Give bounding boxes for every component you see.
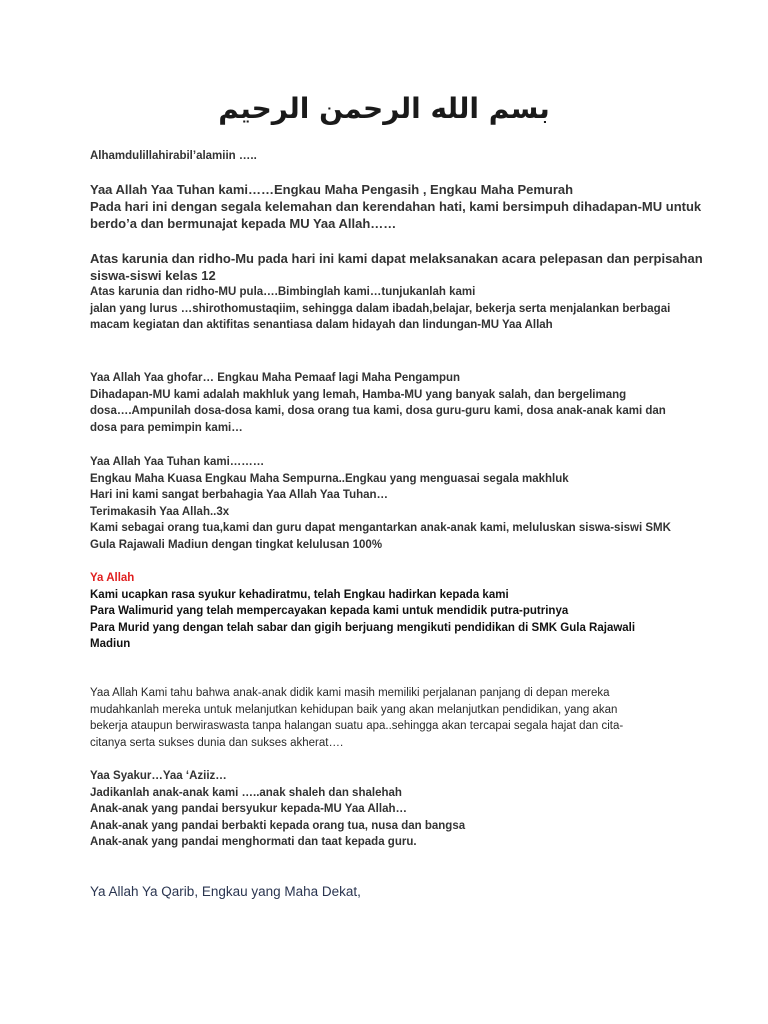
text-line: berdo’a dan bermunajat kepada MU Yaa Allah…… [90, 216, 397, 231]
text-line: mudahkanlah mereka untuk melanjutkan kehidupan baik yang akan melanjutkan pendidikan, yang akan [90, 703, 618, 716]
text-line: Jadikanlah anak-anak kami …..anak shaleh dan shalehah [90, 786, 402, 799]
text-line: dosa….Ampunilah dosa-dosa kami, dosa orang tua kami, dosa guru-guru kami, dosa anak-anak kami dan [90, 405, 666, 417]
text-line: Terimakasih Yaa Allah..3x [90, 505, 230, 518]
paragraph-students-future [90, 685, 690, 751]
paragraph-invocation [90, 181, 702, 232]
text-line: Yaa Allah Yaa Tuhan kami……… [90, 456, 265, 468]
text-line: Madiun [90, 638, 131, 650]
text-line: Dihadapan-MU kami adalah makhluk yang lemah, Hamba-MU yang banyak salah, dan bergelimang [90, 388, 627, 401]
paragraph-opening [90, 148, 690, 165]
text-line: Alhamdulillahirabil’alamiin ….. [90, 150, 257, 162]
text-line: Atas karunia dan ridho-MU pula….Bimbinglah kami…tunjukanlah kami [90, 286, 476, 298]
text-line: macam kegiatan dan aktifitas senantiasa dalam hidayah dan lindungan-MU Yaa Allah [90, 319, 553, 331]
text-line: Atas karunia dan ridho-Mu pada hari ini kami dapat melaksanakan acara pelepasan dan perpisahan [90, 251, 703, 266]
section-heading: Ya Allah [90, 572, 135, 584]
basmala-heading: بسم الله الرحمن الرحيم [218, 92, 550, 125]
paragraph-closing [90, 884, 690, 899]
text-line: Anak-anak yang pandai menghormati dan taat kepada guru. [90, 836, 417, 848]
text-line: citanya serta sukses dunia dan sukses akherat…. [90, 736, 344, 749]
text-line: siswa-siswi kelas 12 [90, 268, 216, 283]
paragraph-supplication [90, 768, 690, 851]
text-line: Kami sebagai orang tua,kami dan guru dapat mengantarkan anak-anak kami, meluluskan siswa-siswi SMK [90, 522, 671, 534]
text-line: Para Walimurid yang telah mempercayakan kepada kami untuk mendidik putra-putrinya [90, 605, 569, 617]
text-line: Anak-anak yang pandai berbakti kepada orang tua, nusa dan bangsa [90, 819, 466, 832]
text-line: Hari ini kami sangat berbahagia Yaa Allah Yaa Tuhan… [90, 489, 389, 501]
text-line: Ya Allah Ya Qarib, Engkau yang Maha Dekat, [90, 884, 361, 899]
paragraph-forgiveness [90, 370, 690, 436]
text-line: Yaa Allah Yaa ghofar… Engkau Maha Pemaaf lagi Maha Pengampun [90, 372, 461, 384]
paragraph-ya-allah [90, 570, 690, 653]
text-line: Yaa Allah Yaa Tuhan kami……Engkau Maha Pengasih , Engkau Maha Pemurah [90, 182, 574, 197]
paragraph-gratitude [90, 250, 703, 334]
text-line: Engkau Maha Kuasa Engkau Maha Sempurna..Engkau yang menguasai segala makhluk [90, 472, 569, 485]
paragraph-thanksgiving [90, 454, 690, 553]
text-line: Pada hari ini dengan segala kelemahan dan kerendahan hati, kami bersimpuh dihadapan-MU untuk [90, 199, 702, 214]
text-line: Yaa Syakur…Yaa ‘Aziiz… [90, 770, 227, 782]
text-line: dosa para pemimpin kami… [90, 421, 243, 434]
text-line: Yaa Allah Kami tahu bahwa anak-anak didik kami masih memiliki perjalanan panjang di depan mereka [90, 687, 610, 699]
text-line: bekerja ataupun berwiraswasta tanpa halangan suatu apa..sehingga akan tercapai segala hajat dan cita- [90, 720, 624, 732]
text-line: Anak-anak yang pandai bersyukur kepada-MU Yaa Allah… [90, 803, 407, 815]
text-line: jalan yang lurus …shirothomustaqiim, sehingga dalam ibadah,belajar, bekerja serta menjalankan berbagai [90, 302, 671, 315]
text-line: Para Murid yang dengan telah sabar dan gigih berjuang mengikuti pendidikan di SMK Gula Rajawali [90, 621, 636, 634]
text-line: Gula Rajawali Madiun dengan tingkat kelulusan 100% [90, 538, 383, 551]
text-line: Kami ucapkan rasa syukur kehadiratmu, telah Engkau hadirkan kepada kami [90, 588, 509, 601]
